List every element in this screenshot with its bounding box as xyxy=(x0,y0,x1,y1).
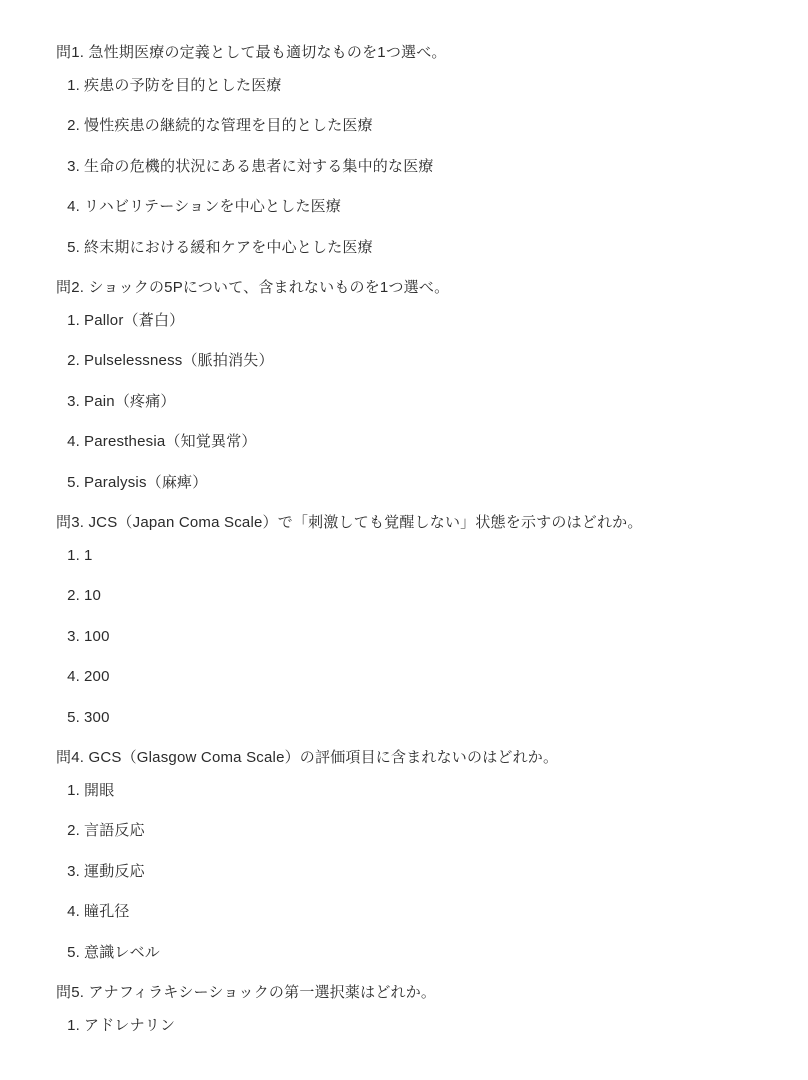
choice-item[interactable] xyxy=(56,942,752,965)
question-block xyxy=(56,42,752,259)
choice-item[interactable] xyxy=(56,901,752,924)
choice-number: 4. xyxy=(67,903,80,920)
question-stem: 問4. GCS（Glasgow Coma Scale）の評価項目に含まれないのはどれか。 xyxy=(56,749,559,766)
choice-number: 2. xyxy=(67,352,80,369)
choice-text: 10 xyxy=(84,587,102,604)
choice-number: 3. xyxy=(67,157,80,175)
choice-item[interactable] xyxy=(56,1015,752,1038)
choice-number: 2. xyxy=(67,117,80,134)
choice-text: 1 xyxy=(84,546,93,564)
choice-number: 4. xyxy=(67,433,80,450)
choice-item[interactable] xyxy=(56,780,752,803)
choice-list xyxy=(56,1015,752,1038)
choice-number: 1. xyxy=(67,76,80,94)
choice-number: 5. xyxy=(67,238,80,256)
choice-text: Paralysis（麻痺） xyxy=(84,473,208,491)
choice-text: 疾患の予防を目的とした医療 xyxy=(84,76,282,94)
choice-item[interactable] xyxy=(56,75,752,98)
question-stem: 問3. JCS（Japan Coma Scale）で「刺激しても覚醒しない」状態を示すのはどれか。 xyxy=(56,514,643,531)
choice-text: 言語反応 xyxy=(84,822,145,839)
choice-item[interactable] xyxy=(56,391,752,414)
choice-number: 2. xyxy=(67,822,80,839)
choice-number: 4. xyxy=(67,668,80,685)
question-block xyxy=(56,277,752,494)
choice-item[interactable] xyxy=(56,350,752,373)
choice-list xyxy=(56,545,752,730)
choice-number: 5. xyxy=(67,708,80,726)
choice-item[interactable] xyxy=(56,237,752,260)
choice-number: 1. xyxy=(67,546,80,564)
choice-list xyxy=(56,780,752,965)
choice-number: 5. xyxy=(67,473,80,491)
choice-text: 生命の危機的状況にある患者に対する集中的な医療 xyxy=(84,157,434,175)
choice-number: 2. xyxy=(67,587,80,604)
question-stem: 問1. 急性期医療の定義として最も適切なものを1つ選べ。 xyxy=(56,44,447,61)
choice-text: 慢性疾患の継続的な管理を目的とした医療 xyxy=(84,117,373,134)
choice-text: 100 xyxy=(84,627,110,645)
question-stem: 問5. アナフィラキシーショックの第一選択薬はどれか。 xyxy=(56,984,437,1001)
choice-text: Pallor（蒼白） xyxy=(84,311,185,329)
choice-number: 3. xyxy=(67,862,80,880)
choice-item[interactable] xyxy=(56,472,752,495)
choice-text: Paresthesia（知覚異常） xyxy=(84,433,257,450)
choice-item[interactable] xyxy=(56,820,752,843)
question-block xyxy=(56,747,752,964)
choice-text: 終末期における緩和ケアを中心とした医療 xyxy=(84,238,373,256)
choice-text: Pain（疼痛） xyxy=(84,392,176,410)
choice-item[interactable] xyxy=(56,156,752,179)
choice-text: 運動反応 xyxy=(84,862,145,880)
choice-item[interactable] xyxy=(56,861,752,884)
choice-item[interactable] xyxy=(56,196,752,219)
question-stem: 問2. ショックの5Pについて、含まれないものを1つ選べ。 xyxy=(56,279,450,296)
choice-item[interactable] xyxy=(56,626,752,649)
choice-item[interactable] xyxy=(56,585,752,608)
choice-list xyxy=(56,75,752,260)
choice-text: リハビリテーションを中心とした医療 xyxy=(84,198,342,215)
choice-item[interactable] xyxy=(56,431,752,454)
choice-number: 4. xyxy=(67,198,80,215)
choice-number: 1. xyxy=(67,1016,80,1034)
choice-text: 300 xyxy=(84,708,110,726)
choice-number: 1. xyxy=(67,781,80,799)
question-list xyxy=(56,42,752,1037)
choice-text: 開眼 xyxy=(84,781,115,799)
choice-text: アドレナリン xyxy=(84,1016,176,1034)
choice-number: 5. xyxy=(67,943,80,961)
choice-item[interactable] xyxy=(56,545,752,568)
choice-number: 3. xyxy=(67,392,80,410)
choice-text: 瞳孔径 xyxy=(84,903,130,920)
choice-item[interactable] xyxy=(56,707,752,730)
choice-item[interactable] xyxy=(56,115,752,138)
question-block xyxy=(56,512,752,729)
choice-text: Pulselessness（脈拍消失） xyxy=(84,352,274,369)
choice-number: 1. xyxy=(67,311,80,329)
choice-text: 200 xyxy=(84,668,110,685)
choice-item[interactable] xyxy=(56,666,752,689)
question-block xyxy=(56,982,752,1037)
choice-text: 意識レベル xyxy=(84,943,161,961)
choice-number: 3. xyxy=(67,627,80,645)
choice-item[interactable] xyxy=(56,310,752,333)
choice-list xyxy=(56,310,752,495)
